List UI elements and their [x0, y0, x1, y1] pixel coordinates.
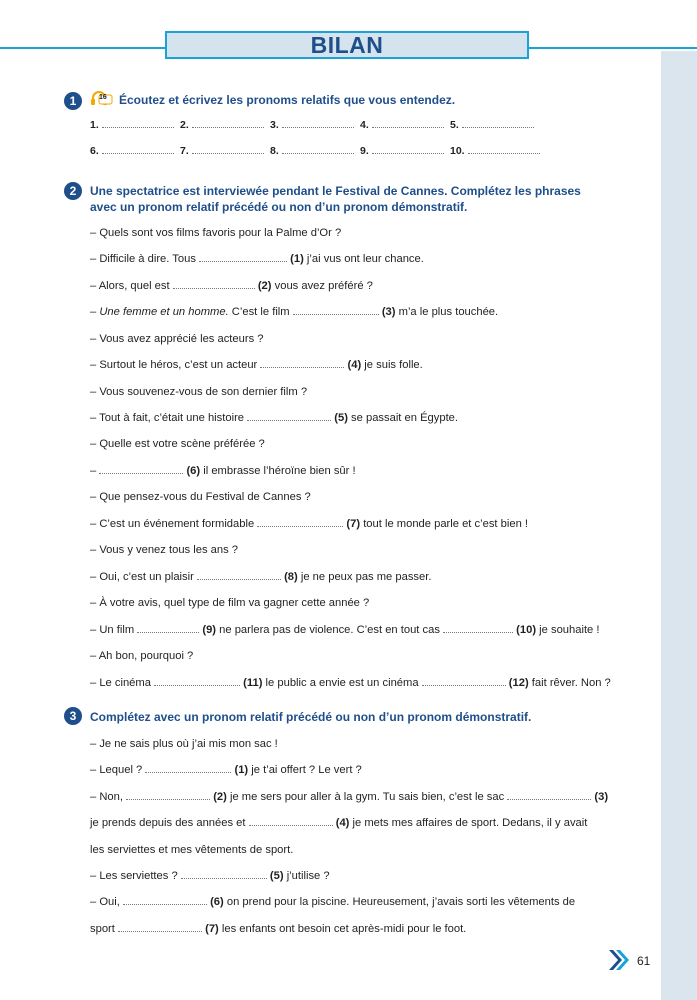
exercise-3-instruction: Complétez avec un pronom relatif précédé ou non d’un pronom démonstratif. — [90, 710, 532, 724]
ex1-item: 3. — [270, 118, 354, 131]
exercise-2-instruction-line-2: avec un pronom relatif précédé ou non d’un pronom démonstratif. — [90, 200, 468, 214]
dialogue-line: – Oui, (6) on prend pour la piscine. Heureusement, j’avais sorti les vêtements de — [90, 896, 576, 908]
ex1-item: 1. — [90, 118, 174, 131]
next-page-chevron-icon — [607, 948, 631, 972]
audio-track-number: 16 — [99, 94, 107, 101]
dialogue-line: – Une femme et un homme. C’est le film (3) m’a le plus touchée. — [90, 306, 499, 318]
dialogue-line: je prends depuis des années et (4) je mets mes affaires de sport. Dedans, il y avait — [90, 817, 588, 829]
dialogue-line: – Quels sont vos films favoris pour la Palme d’Or ? — [90, 227, 342, 239]
page-title: BILAN — [165, 31, 529, 59]
dialogue-line: – Oui, c’est un plaisir (8) je ne peux pas me passer. — [90, 571, 432, 583]
exercise-1-number: 1 — [64, 92, 82, 110]
dialogue-line: – À votre avis, quel type de film va gagner cette année ? — [90, 597, 370, 609]
exercise-2-number: 2 — [64, 182, 82, 200]
dialogue-line: – Tout à fait, c’était une histoire (5) se passait en Égypte. — [90, 412, 459, 424]
ex1-item: 10. — [450, 144, 540, 157]
exercise-3-number: 3 — [64, 707, 82, 725]
dialogue-line: – Surtout le héros, c’est un acteur (4) je suis folle. — [90, 359, 423, 371]
dialogue-line: les serviettes et mes vêtements de sport. — [90, 844, 294, 856]
dialogue-line: – Vous avez apprécié les acteurs ? — [90, 333, 264, 345]
ex1-item: 7. — [180, 144, 264, 157]
ex1-item: 8. — [270, 144, 354, 157]
page-number: 61 — [637, 954, 651, 968]
dialogue-line: – Alors, quel est (2) vous avez préféré ? — [90, 280, 373, 292]
ex1-item: 6. — [90, 144, 174, 157]
dialogue-line: – Ah bon, pourquoi ? — [90, 650, 194, 662]
dialogue-line: – (6) il embrasse l’héroïne bien sûr ! — [90, 465, 356, 477]
dialogue-line: – Difficile à dire. Tous (1) j’ai vus ont leur chance. — [90, 253, 424, 265]
dialogue-line: – Vous souvenez-vous de son dernier film ? — [90, 386, 308, 398]
exercise-2-instruction-line-1: Une spectatrice est interviewée pendant le Festival de Cannes. Complétez les phrases — [90, 184, 581, 198]
dialogue-line: – Non, (2) je me sers pour aller à la gym. Tu sais bien, c’est le sac (3) — [90, 791, 609, 803]
dialogue-line: – Un film (9) ne parlera pas de violence. C’est en tout cas (10) je souhaite ! — [90, 624, 600, 636]
ex1-item: 9. — [360, 144, 444, 157]
dialogue-line: – Les serviettes ? (5) j’utilise ? — [90, 870, 330, 882]
dialogue-line: – Vous y venez tous les ans ? — [90, 544, 239, 556]
ex1-item: 4. — [360, 118, 444, 131]
dialogue-line: – Je ne sais plus où j’ai mis mon sac ! — [90, 738, 278, 750]
dialogue-line: – Lequel ? (1) je t’ai offert ? Le vert ? — [90, 764, 362, 776]
page-side-band — [661, 51, 697, 1000]
dialogue-line: sport (7) les enfants ont besoin cet après-midi pour le foot. — [90, 923, 467, 935]
exercise-1-instruction: Écoutez et écrivez les pronoms relatifs que vous entendez. — [119, 93, 456, 107]
dialogue-line: – Le cinéma (11) le public a envie est un cinéma (12) fait rêver. Non ? — [90, 677, 611, 689]
dialogue-line: – Que pensez-vous du Festival de Cannes ? — [90, 491, 311, 503]
dialogue-line: – Quelle est votre scène préférée ? — [90, 438, 265, 450]
ex1-item: 2. — [180, 118, 264, 131]
ex1-item: 5. — [450, 118, 534, 131]
dialogue-line: – C’est un événement formidable (7) tout le monde parle et c’est bien ! — [90, 518, 529, 530]
